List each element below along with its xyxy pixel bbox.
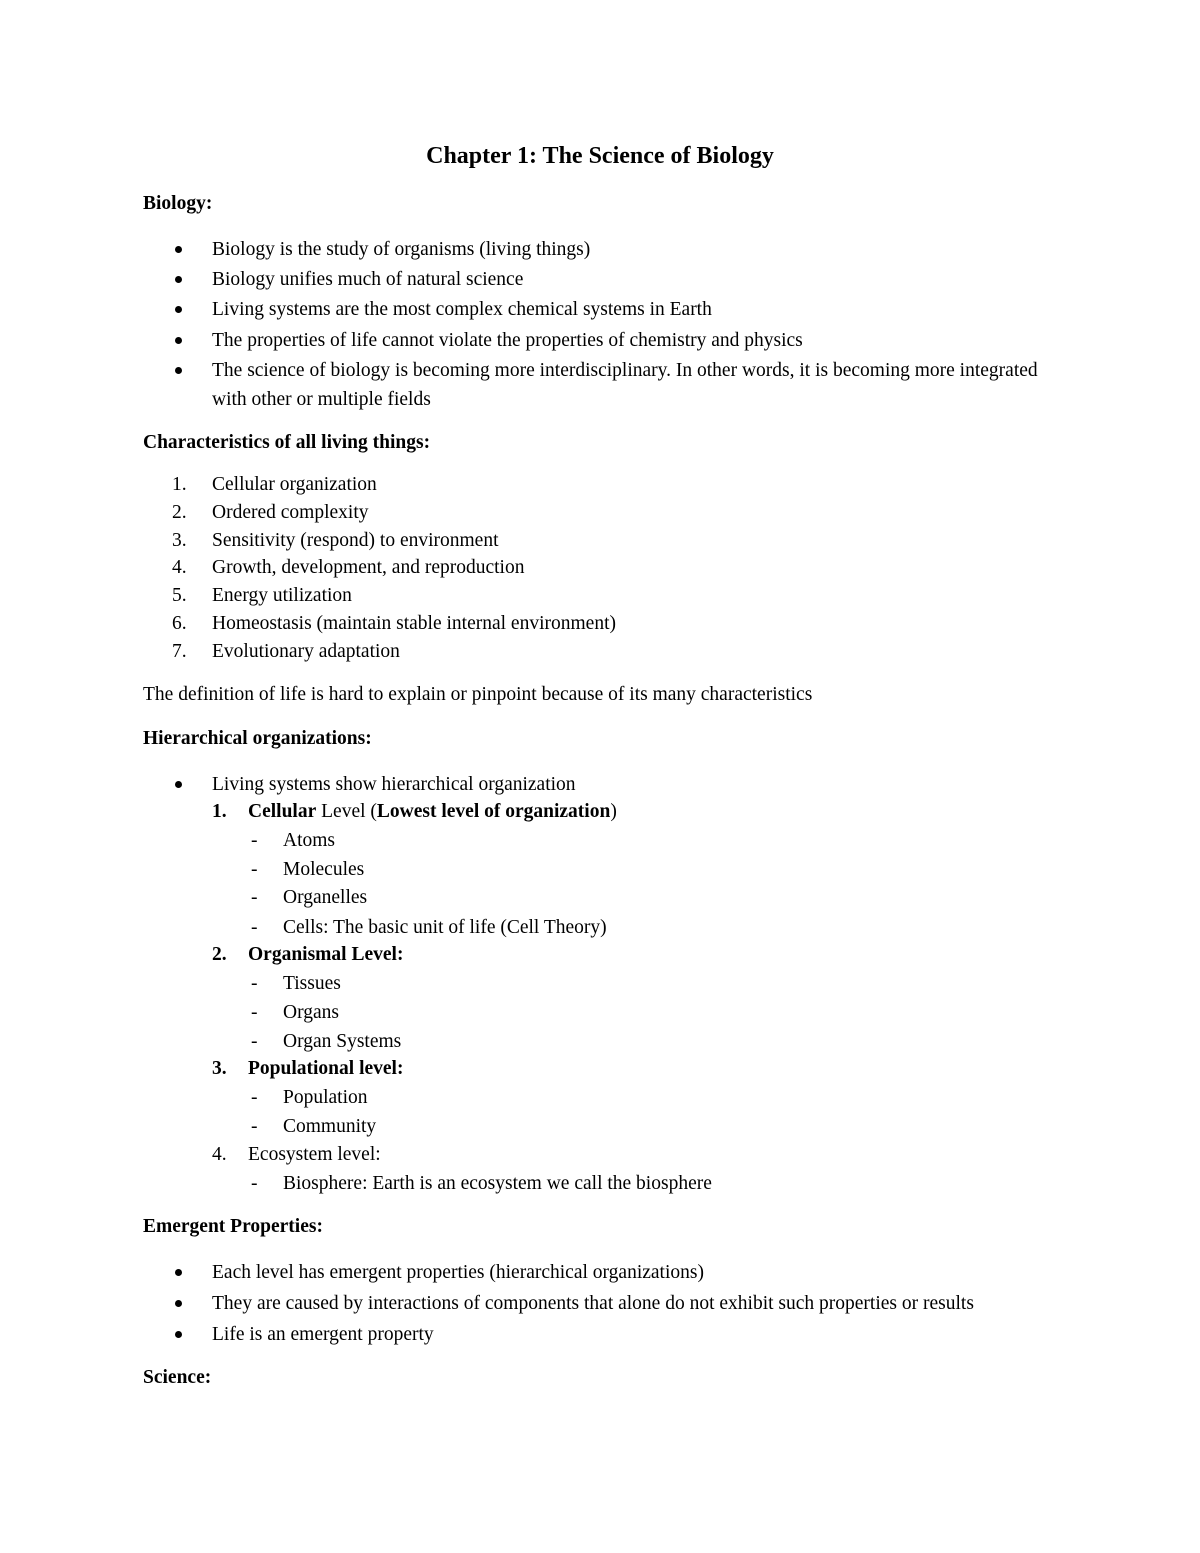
list-number: 1. xyxy=(172,474,187,495)
dash-marker: - xyxy=(251,1116,258,1137)
dash-marker: - xyxy=(251,973,258,994)
bullet-icon xyxy=(175,367,182,374)
list-number: 5. xyxy=(172,585,187,606)
level-label-close: ) xyxy=(610,801,617,822)
list-item-text: Evolutionary adaptation xyxy=(212,641,400,662)
dash-marker: - xyxy=(251,1031,258,1052)
bullet-icon xyxy=(175,337,182,344)
list-item-text: The science of biology is becoming more interdisciplinary. In other words, it is becoming more integrated with other or multiple fields xyxy=(212,360,1038,410)
list-number: 4. xyxy=(172,557,187,578)
section-heading-science: Science: xyxy=(143,1367,212,1388)
list-number: 6. xyxy=(172,613,187,634)
sub-list-item-text: Tissues xyxy=(283,973,341,994)
list-item-text: Life is an emergent property xyxy=(212,1324,434,1345)
section-heading-biology: Biology: xyxy=(143,193,213,214)
section-heading-hierarchical: Hierarchical organizations: xyxy=(143,728,372,749)
list-item-text: Cellular organization xyxy=(212,474,377,495)
list-item-text: Living systems are the most complex chemical systems in Earth xyxy=(212,299,712,320)
list-item-text: Homeostasis (maintain stable internal environment) xyxy=(212,613,616,634)
list-number: 7. xyxy=(172,641,187,662)
sub-list-item-text: Organ Systems xyxy=(283,1031,402,1052)
sub-list-item-text: Organelles xyxy=(283,887,368,908)
level-label: Populational level: xyxy=(248,1058,404,1079)
dash-marker: - xyxy=(251,1087,258,1108)
list-number: 2. xyxy=(172,502,187,523)
sub-list-item-text: Population xyxy=(283,1087,368,1108)
level-label xyxy=(248,797,617,826)
bullet-icon xyxy=(175,1269,182,1276)
dash-marker: - xyxy=(251,917,258,938)
sub-list-item-text: Atoms xyxy=(283,830,336,851)
list-item-text: The properties of life cannot violate the properties of chemistry and physics xyxy=(212,330,803,351)
bullet-icon xyxy=(175,781,182,788)
dash-marker: - xyxy=(251,887,258,908)
list-number: 2. xyxy=(212,944,227,965)
sub-list-item-text: Cells: The basic unit of life (Cell Theory) xyxy=(283,917,607,938)
list-item-text: They are caused by interactions of components that alone do not exhibit such properties or results xyxy=(212,1293,974,1314)
section-heading-emergent: Emergent Properties: xyxy=(143,1216,323,1237)
sub-list-item-text: Biosphere: Earth is an ecosystem we call the biosphere xyxy=(283,1173,712,1194)
bullet-icon xyxy=(175,276,182,283)
dash-marker: - xyxy=(251,859,258,880)
bullet-icon xyxy=(175,1300,182,1307)
list-number: 1. xyxy=(212,801,227,822)
list-item-text: Biology unifies much of natural science xyxy=(212,269,524,290)
level-label-plain: Level ( xyxy=(316,801,377,822)
dash-marker: - xyxy=(251,1173,258,1194)
bullet-icon xyxy=(175,246,182,253)
section-heading-characteristics: Characteristics of all living things: xyxy=(143,432,431,453)
dash-marker: - xyxy=(251,1002,258,1023)
list-item-text: Biology is the study of organisms (living things) xyxy=(212,239,591,260)
level-label: Organismal Level: xyxy=(248,944,404,965)
definition-paragraph: The definition of life is hard to explain or pinpoint because of its many characteristics xyxy=(143,684,813,705)
list-item-text: Living systems show hierarchical organization xyxy=(212,774,576,795)
sub-list-item-text: Organs xyxy=(283,1002,339,1023)
list-item-text: Energy utilization xyxy=(212,585,352,606)
list-number: 3. xyxy=(172,530,187,551)
list-item-text: Ordered complexity xyxy=(212,502,369,523)
list-item-text: Each level has emergent properties (hierarchical organizations) xyxy=(212,1262,704,1283)
bullet-icon xyxy=(175,1331,182,1338)
level-label-bold-note: Lowest level of organization xyxy=(376,801,611,822)
list-item-text: Growth, development, and reproduction xyxy=(212,557,525,578)
sub-list-item-text: Community xyxy=(283,1116,377,1137)
list-item-text: Sensitivity (respond) to environment xyxy=(212,530,499,551)
level-label-bold: Cellular xyxy=(248,801,317,822)
level-label: Ecosystem level: xyxy=(248,1144,381,1165)
bullet-icon xyxy=(175,306,182,313)
list-number: 3. xyxy=(212,1058,227,1079)
page-title: Chapter 1: The Science of Biology xyxy=(426,143,774,169)
sub-list-item-text: Molecules xyxy=(283,859,365,880)
dash-marker: - xyxy=(251,830,258,851)
list-number: 4. xyxy=(212,1144,227,1165)
